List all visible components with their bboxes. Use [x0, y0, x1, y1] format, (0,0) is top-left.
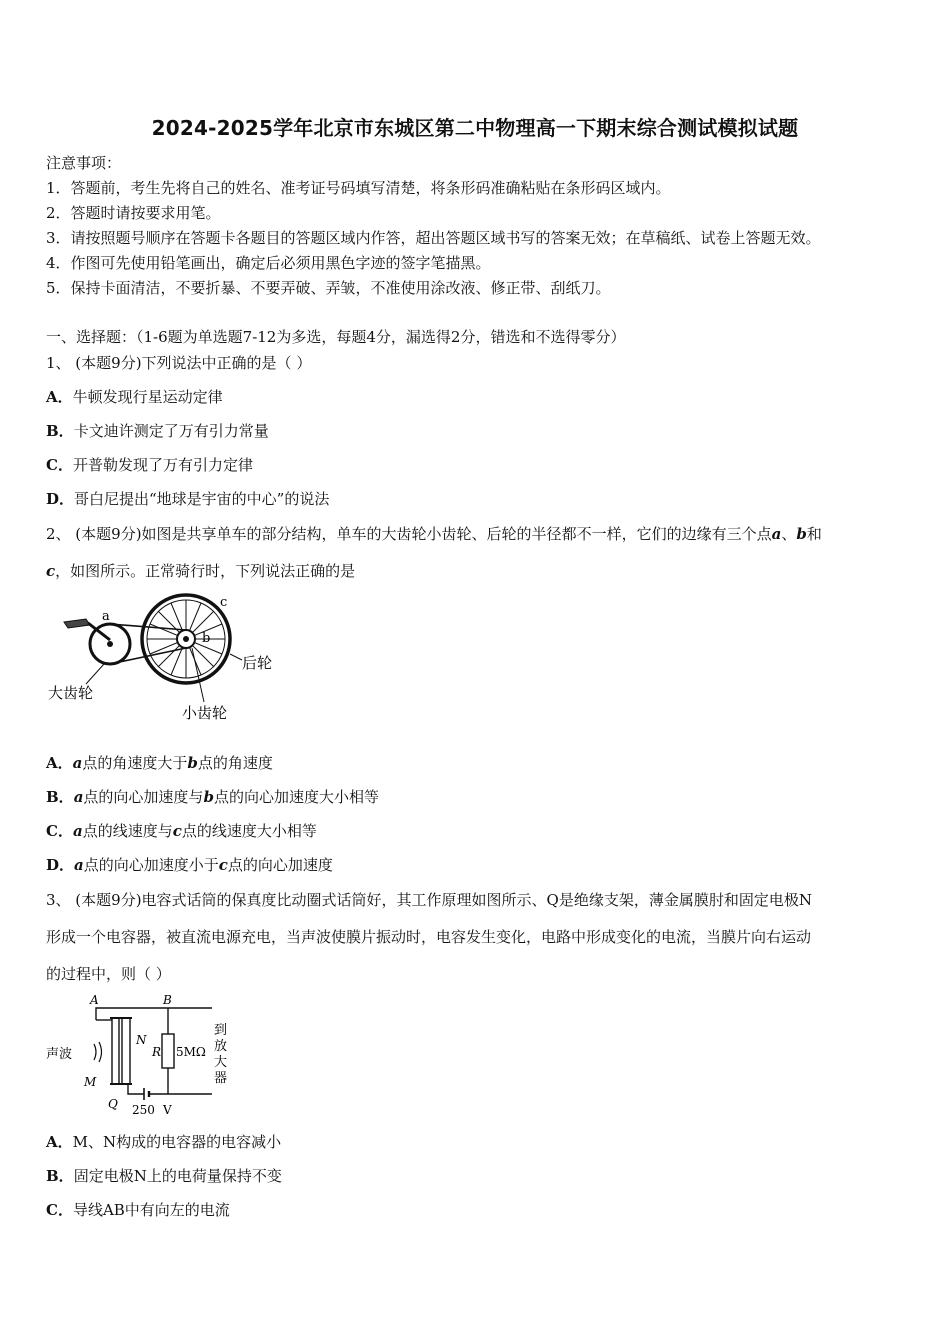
option-var: c	[172, 822, 182, 840]
electrode-n	[122, 1018, 130, 1084]
option-text: 点的向心加速度与	[83, 788, 204, 806]
option-key: A．	[46, 388, 73, 406]
q2-option-d	[46, 854, 333, 875]
microphone-figure	[44, 992, 244, 1121]
option-key: D．	[46, 490, 75, 508]
var-c: c	[46, 562, 56, 580]
option-var: a	[73, 788, 84, 806]
option-key: A．	[46, 754, 73, 772]
microphone-circuit	[44, 992, 244, 1117]
q2-option-c	[46, 820, 317, 841]
label-rear-wheel: 后轮	[242, 654, 273, 672]
q3-option-b	[46, 1165, 282, 1186]
option-text: 导线AB中有向左的电流	[72, 1201, 230, 1219]
option-key: D．	[46, 856, 75, 874]
option-var: a	[72, 822, 83, 840]
and-text: 和	[806, 525, 822, 543]
label-c: c	[220, 595, 228, 610]
option-key: B．	[46, 422, 74, 440]
option-text: 点的角速度	[197, 754, 273, 772]
option-text: 牛顿发现行星运动定律	[72, 388, 223, 406]
var-a: a	[771, 525, 782, 543]
notice-item: 1．答题前，考生先将自己的姓名、准考证号码填写清楚，将条形码准确粘贴在条形码区域内。	[46, 179, 671, 197]
option-text: 点的向心加速度小于	[83, 856, 219, 874]
q2-option-b	[46, 786, 379, 807]
q1-option-c	[46, 454, 253, 475]
leader-rear	[230, 654, 242, 660]
option-key: B．	[46, 788, 74, 806]
label-m: M	[84, 1075, 97, 1089]
q1-option-d	[46, 488, 329, 509]
option-text: 固定电极N上的电荷量保持不变	[73, 1167, 282, 1185]
label-amp-2: 放	[214, 1039, 228, 1054]
q1-stem: 1、 (本题9分)下列说法中正确的是（ ）	[46, 354, 312, 372]
q3-option-c	[46, 1199, 230, 1220]
sound-wave-icon	[94, 1044, 96, 1060]
option-text: 点的向心加速度	[227, 856, 333, 874]
label-amp-4: 器	[214, 1071, 228, 1086]
bicycle-figure	[44, 592, 284, 731]
page-title: 2024-2025学年北京市东城区第二中物理高一下期末综合测试模拟试题	[151, 116, 799, 140]
wire-battery-left	[128, 1084, 144, 1094]
label-big-gear: 大齿轮	[48, 684, 94, 702]
q2-stem-rest: ，如图所示。正常骑行时，下列说法正确的是	[55, 562, 356, 580]
var-b: b	[796, 525, 807, 543]
option-text: 点的线速度大小相等	[181, 822, 317, 840]
notice-item: 2．答题时请按要求用笔。	[46, 204, 221, 222]
option-var: b	[203, 788, 214, 806]
label-small-gear: 小齿轮	[182, 704, 228, 722]
option-key: C．	[46, 1201, 73, 1219]
resistor	[162, 1034, 174, 1068]
option-var: b	[187, 754, 198, 772]
label-r: R	[152, 1045, 162, 1059]
q3-stem-line2: 形成一个电容器，被直流电源充电，当声波使膜片振动时，电容发生变化，电路中形成变化的电流，当膜片向右运动	[46, 928, 812, 946]
sep: 、	[781, 525, 797, 543]
label-amp-1: 到	[214, 1023, 228, 1038]
q2-option-a	[46, 752, 273, 773]
label-a: a	[102, 609, 110, 624]
pedal-shape	[64, 619, 90, 628]
q3-stem-line1: 3、 (本题9分)电容式话筒的保真度比动圈式话筒好，其工作原理如图所示、Q是绝缘支架，薄金属膜肘和固定电极N	[46, 891, 812, 909]
notice-item: 5．保持卡面清洁，不要折暴、不要弄破、弄皱，不准使用涂改液、修正带、刮纸刀。	[46, 279, 611, 297]
label-resistance: 5MΩ	[176, 1045, 206, 1059]
q3-stem-line3: 的过程中，则（ ）	[46, 965, 171, 983]
label-n: N	[136, 1033, 147, 1047]
q1-option-a	[46, 386, 223, 407]
q3-option-a	[46, 1131, 281, 1152]
label-q: Q	[108, 1097, 118, 1111]
q2-stem-text: 2、 (本题9分)如图是共享单车的部分结构，单车的大齿轮小齿轮、后轮的半径都不一样，它们的边缘有三个点	[46, 525, 772, 543]
notice-item: 4．作图可先使用铅笔画出，确定后必须用黑色字迹的签字笔描黑。	[46, 254, 491, 272]
option-text: M、N构成的电容器的电容减小	[72, 1133, 282, 1151]
notice-item: 3．请按照题号顺序在答题卡各题目的答题区域内作答，超出答题区域书写的答案无效；在草稿纸、试卷上答题无效。	[46, 229, 821, 247]
label-b: b	[202, 631, 211, 646]
label-sound: 声波	[46, 1047, 73, 1062]
q2-stem-line1	[46, 523, 822, 544]
option-text: 开普勒发现了万有引力定律	[72, 456, 253, 474]
option-var: a	[74, 856, 84, 874]
section-heading: 一、选择题：（1-6题为单选题7-12为多选，每题4分，漏选得2分，错选和不选得零分）	[46, 328, 626, 346]
option-key: B．	[46, 1167, 74, 1185]
q2-stem-line2	[46, 560, 355, 581]
label-b: B	[163, 993, 172, 1007]
option-var: c	[218, 856, 228, 874]
option-key: A．	[46, 1133, 73, 1151]
option-key: C．	[46, 822, 73, 840]
big-gear-hub	[107, 641, 113, 647]
q1-option-b	[46, 420, 269, 441]
option-var: a	[72, 754, 83, 772]
option-text: 哥白尼提出“地球是宇宙的中心”的说法	[74, 490, 330, 508]
leader-big-gear	[86, 664, 104, 684]
label-amp-3: 大	[214, 1055, 228, 1070]
label-voltage: 250	[132, 1103, 155, 1117]
membrane-m	[112, 1018, 119, 1084]
notice-heading: 注意事项：	[46, 154, 122, 172]
sound-wave-icon	[99, 1042, 102, 1062]
option-text: 点的线速度与	[82, 822, 173, 840]
label-volt-unit: V	[163, 1103, 172, 1117]
option-text: 卡文迪许测定了万有引力常量	[73, 422, 269, 440]
option-key: C．	[46, 456, 73, 474]
bicycle-diagram	[44, 592, 284, 727]
label-a: A	[90, 993, 99, 1007]
option-text: 点的向心加速度大小相等	[213, 788, 379, 806]
small-gear-hub	[183, 636, 189, 642]
option-text: 点的角速度大于	[82, 754, 188, 772]
